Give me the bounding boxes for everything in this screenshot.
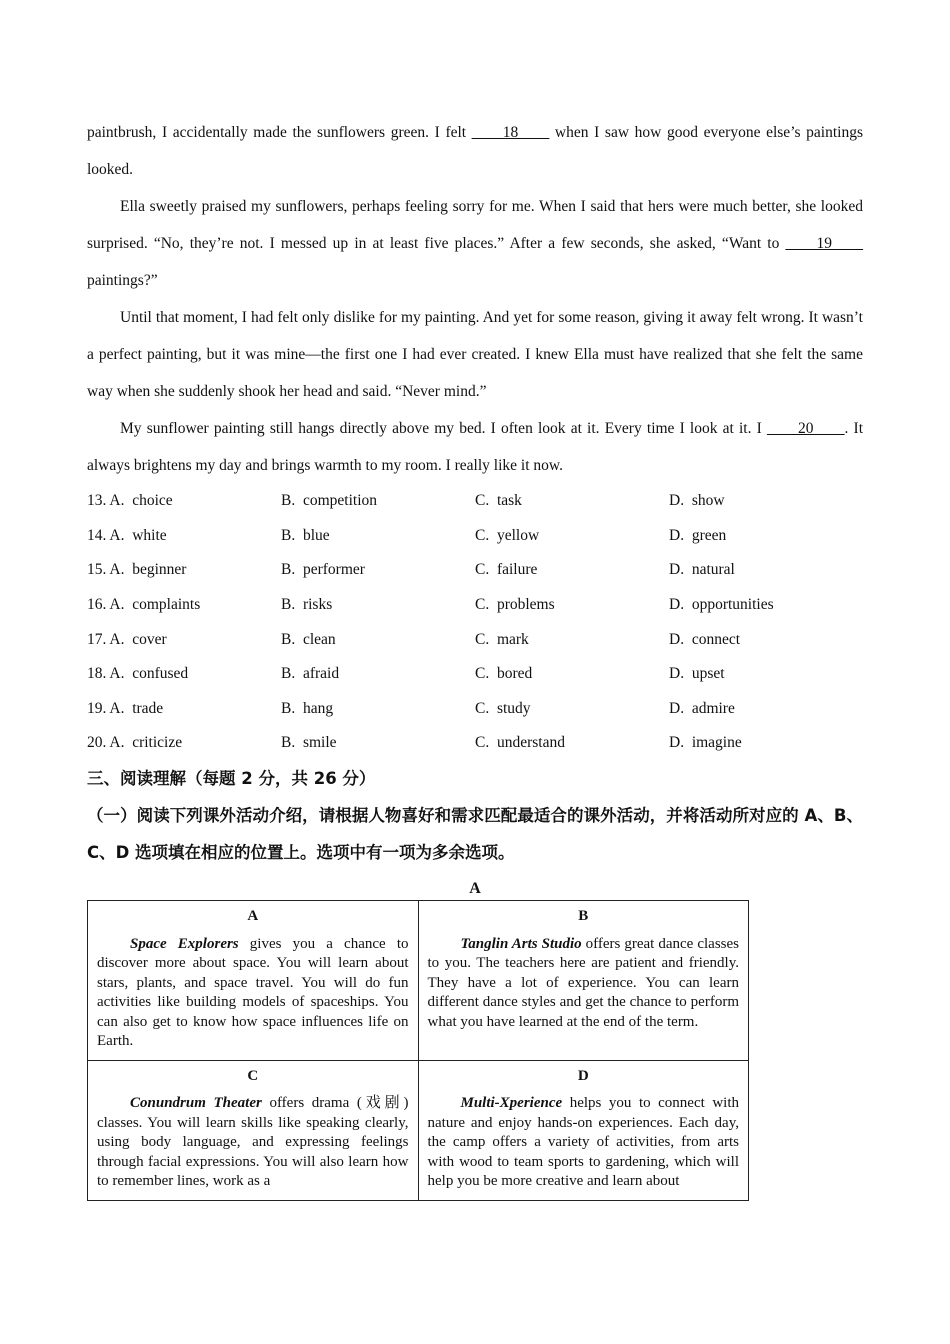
passage-paragraph-4 <box>87 410 863 484</box>
option-a: 18. A. confused <box>87 665 189 683</box>
option-d: D. natural <box>669 561 735 579</box>
option-d: D. imagine <box>669 734 742 752</box>
option-b: B. risks <box>281 596 333 614</box>
activity-letter: D <box>577 1067 589 1084</box>
option-b: B. competition <box>281 492 378 510</box>
activity-description <box>428 935 740 1033</box>
option-c: C. study <box>475 699 531 717</box>
activity-name: Multi-Xperience <box>460 1095 563 1111</box>
option-a: 20. A. criticize <box>87 734 183 752</box>
answer-options <box>87 484 863 761</box>
option-d: D. opportunities <box>669 596 774 614</box>
activity-letter: B <box>578 908 589 924</box>
document-page <box>87 114 864 1189</box>
activity-text: offers drama (戏剧) classes. You will learn skills like speaking clearly, using body language, and expressing feelings through facial expressions. You will also learn how to remember lines, work as a <box>97 1095 409 1189</box>
activity-name: Space Explorers <box>130 935 239 952</box>
option-a: 13. A. choice <box>87 492 173 510</box>
activity-letter: C <box>247 1067 259 1084</box>
question-row <box>87 588 863 623</box>
option-a: 19. A. trade <box>87 699 164 717</box>
table-row <box>88 901 749 1061</box>
passage-text: . It always brightens my day and brings warmth to my room. I really like it now. <box>87 420 864 474</box>
activity-description <box>97 1094 409 1192</box>
activity-text: offers great dance classes to you. The teachers here are patient and friendly. They have a lot of experience. You can learn different dance styles and get the chance to perform what you have learned at the end of the term. <box>427 935 739 1030</box>
option-c: C. problems <box>475 596 555 614</box>
option-b: B. clean <box>281 630 336 648</box>
activity-cell-d <box>418 1060 749 1200</box>
option-c: C. yellow <box>475 526 540 544</box>
option-b: B. blue <box>281 526 330 544</box>
option-c: C. task <box>475 492 522 510</box>
option-d: D. show <box>669 492 725 510</box>
option-d: D. upset <box>669 665 725 683</box>
section-instruction: （一）阅读下列课外活动介绍，请根据人物喜好和需求匹配最适合的课外活动，并将活动所对应的 A、B、C、D 选项填在相应的位置上。选项中有一项为多余选项。 <box>87 805 863 862</box>
activity-description <box>97 935 409 1052</box>
option-c: C. failure <box>475 561 538 579</box>
passage-text: My sunflower painting still hangs directly above my bed. I often look at it. Every time I look at it. I <box>120 420 767 437</box>
activity-text: helps you to connect with nature and enjoy hands-on experiences. Each day, the camp offers a variety of activities, from arts with wood to team sports to gardening, which will help you be more creative and learn about <box>427 1095 739 1189</box>
activity-cell-a <box>88 901 419 1061</box>
question-row <box>87 726 863 761</box>
option-c: C. bored <box>475 665 533 683</box>
option-b: B. smile <box>281 734 337 752</box>
passage-text: Ella sweetly praised my sunflowers, perhaps feeling sorry for me. When I said that hers were much better, she looked surprised. “No, they’re not. I messed up in at least five places.” After a few seconds, she asked, “Want to <box>87 198 863 252</box>
option-c: C. understand <box>475 734 565 752</box>
question-row <box>87 484 863 519</box>
option-a: 15. A. beginner <box>87 561 187 579</box>
option-b: B. performer <box>281 561 365 579</box>
blank-19: ____19____ <box>785 235 863 252</box>
activity-letter: A <box>247 908 259 924</box>
activity-cell-b <box>418 901 749 1061</box>
passage-label: A <box>469 879 481 897</box>
passage-paragraph-1 <box>87 114 863 188</box>
activity-text: gives you a chance to discover more about space. You will learn about stars, plants, and space travel. You will do fun activities like building models of spaceships. You can also get to know how space influences life on Earth. <box>97 935 409 1049</box>
activity-name: Tanglin Arts Studio <box>460 935 582 952</box>
table-row <box>88 1060 749 1200</box>
activity-description <box>428 1094 740 1192</box>
question-row <box>87 553 863 588</box>
option-d: D. admire <box>669 699 735 717</box>
activity-cell-c <box>88 1060 419 1200</box>
option-b: B. afraid <box>281 665 340 683</box>
activities-table <box>87 900 749 1201</box>
section-title: 三、阅读理解（每题 2 分，共 26 分） <box>87 768 376 788</box>
option-b: B. hang <box>281 699 334 717</box>
question-row <box>87 657 863 692</box>
option-c: C. mark <box>475 630 529 648</box>
blank-18: ____18____ <box>471 124 550 141</box>
activity-name: Conundrum Theater <box>130 1095 262 1111</box>
passage-text: paintbrush, I accidentally made the sunflowers green. I felt <box>87 124 472 141</box>
passage-text: when I saw how good everyone else’s paintings looked. <box>87 124 863 178</box>
option-a: 14. A. white <box>87 526 167 544</box>
blank-20: ____20____ <box>767 420 845 437</box>
option-d: D. green <box>669 526 727 544</box>
passage-paragraph-2 <box>87 188 863 299</box>
passage-paragraph-3: Until that moment, I had felt only dislike for my painting. And yet for some reason, giving it away felt wrong. It wasn’t a perfect painting, but it was mine—the first one I had ever created. I knew Ella must have realized that she felt the same way when she suddenly shook her head and said. “Never mind.” <box>87 309 863 400</box>
question-row <box>87 622 863 657</box>
question-row <box>87 519 863 554</box>
question-row <box>87 692 863 727</box>
passage-text: paintings?” <box>87 272 158 289</box>
option-a: 16. A. complaints <box>87 596 201 614</box>
option-a: 17. A. cover <box>87 630 167 648</box>
option-d: D. connect <box>669 630 741 648</box>
